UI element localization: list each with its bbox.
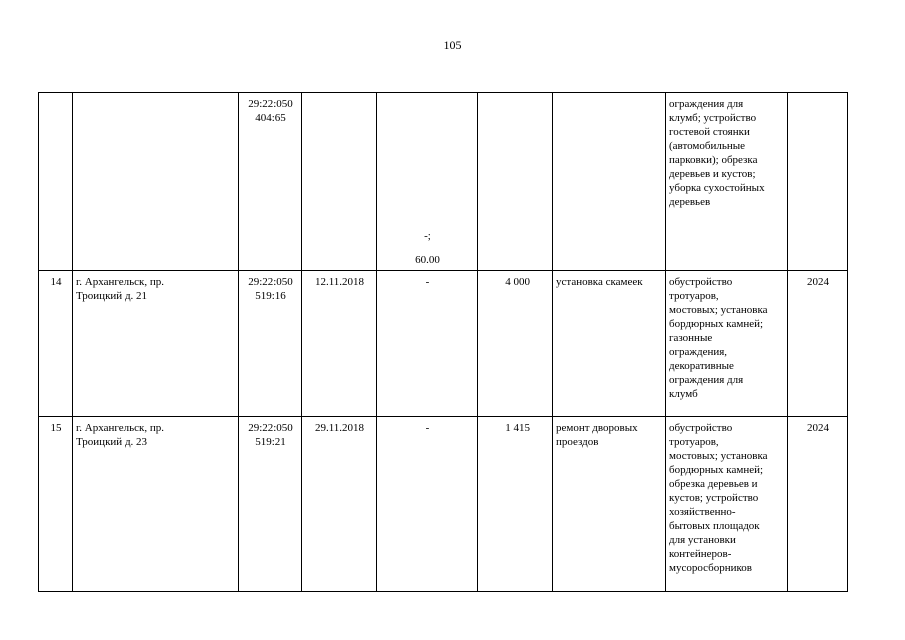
work-type-cell: [553, 93, 666, 271]
value-cell: -: [377, 417, 478, 592]
amount-cell: 1 415: [478, 417, 553, 592]
amount-cell: 4 000: [478, 271, 553, 417]
row-number-cell: [39, 93, 73, 271]
row-number-cell: 15: [39, 417, 73, 592]
value-text: -;: [424, 230, 431, 242]
table-row: [39, 417, 848, 592]
registry-table: [38, 92, 848, 592]
scope-cell: ограждения для клумб; устройство гостевой стоянки (автомобильные парковки); обрезка деревьев и кустов; уборка сухостойных деревьев: [666, 93, 788, 271]
page-number: 105: [443, 38, 462, 52]
cadastral-number-cell: 29:22:050 404:65: [239, 93, 302, 271]
value-text: 60.00: [415, 254, 440, 266]
year-cell: [788, 93, 848, 271]
table-row: [39, 271, 848, 417]
value-cell: [377, 93, 478, 271]
year-cell: 2024: [788, 271, 848, 417]
amount-cell: [478, 93, 553, 271]
date-cell: [302, 93, 377, 271]
scope-cell: обустройство тротуаров, мостовых; установка бордюрных камней; газонные ограждения, декоративные ограждения для клумб: [666, 271, 788, 417]
cadastral-number-cell: 29:22:050 519:16: [239, 271, 302, 417]
row-number-cell: 14: [39, 271, 73, 417]
address-cell: г. Архангельск, пр. Троицкий д. 21: [73, 271, 239, 417]
value-cell: -: [377, 271, 478, 417]
cadastral-number-cell: 29:22:050 519:21: [239, 417, 302, 592]
address-cell: г. Архангельск, пр. Троицкий д. 23: [73, 417, 239, 592]
date-cell: 29.11.2018: [302, 417, 377, 592]
address-cell: [73, 93, 239, 271]
date-cell: 12.11.2018: [302, 271, 377, 417]
work-type-cell: ремонт дворовых проездов: [553, 417, 666, 592]
year-cell: 2024: [788, 417, 848, 592]
work-type-cell: установка скамеек: [553, 271, 666, 417]
table-row: [39, 93, 848, 271]
scope-cell: обустройство тротуаров, мостовых; установка бордюрных камней; обрезка деревьев и кустов; устройство хозяйственно- бытовых площадок для установки контейнеров- мусоросборников: [666, 417, 788, 592]
